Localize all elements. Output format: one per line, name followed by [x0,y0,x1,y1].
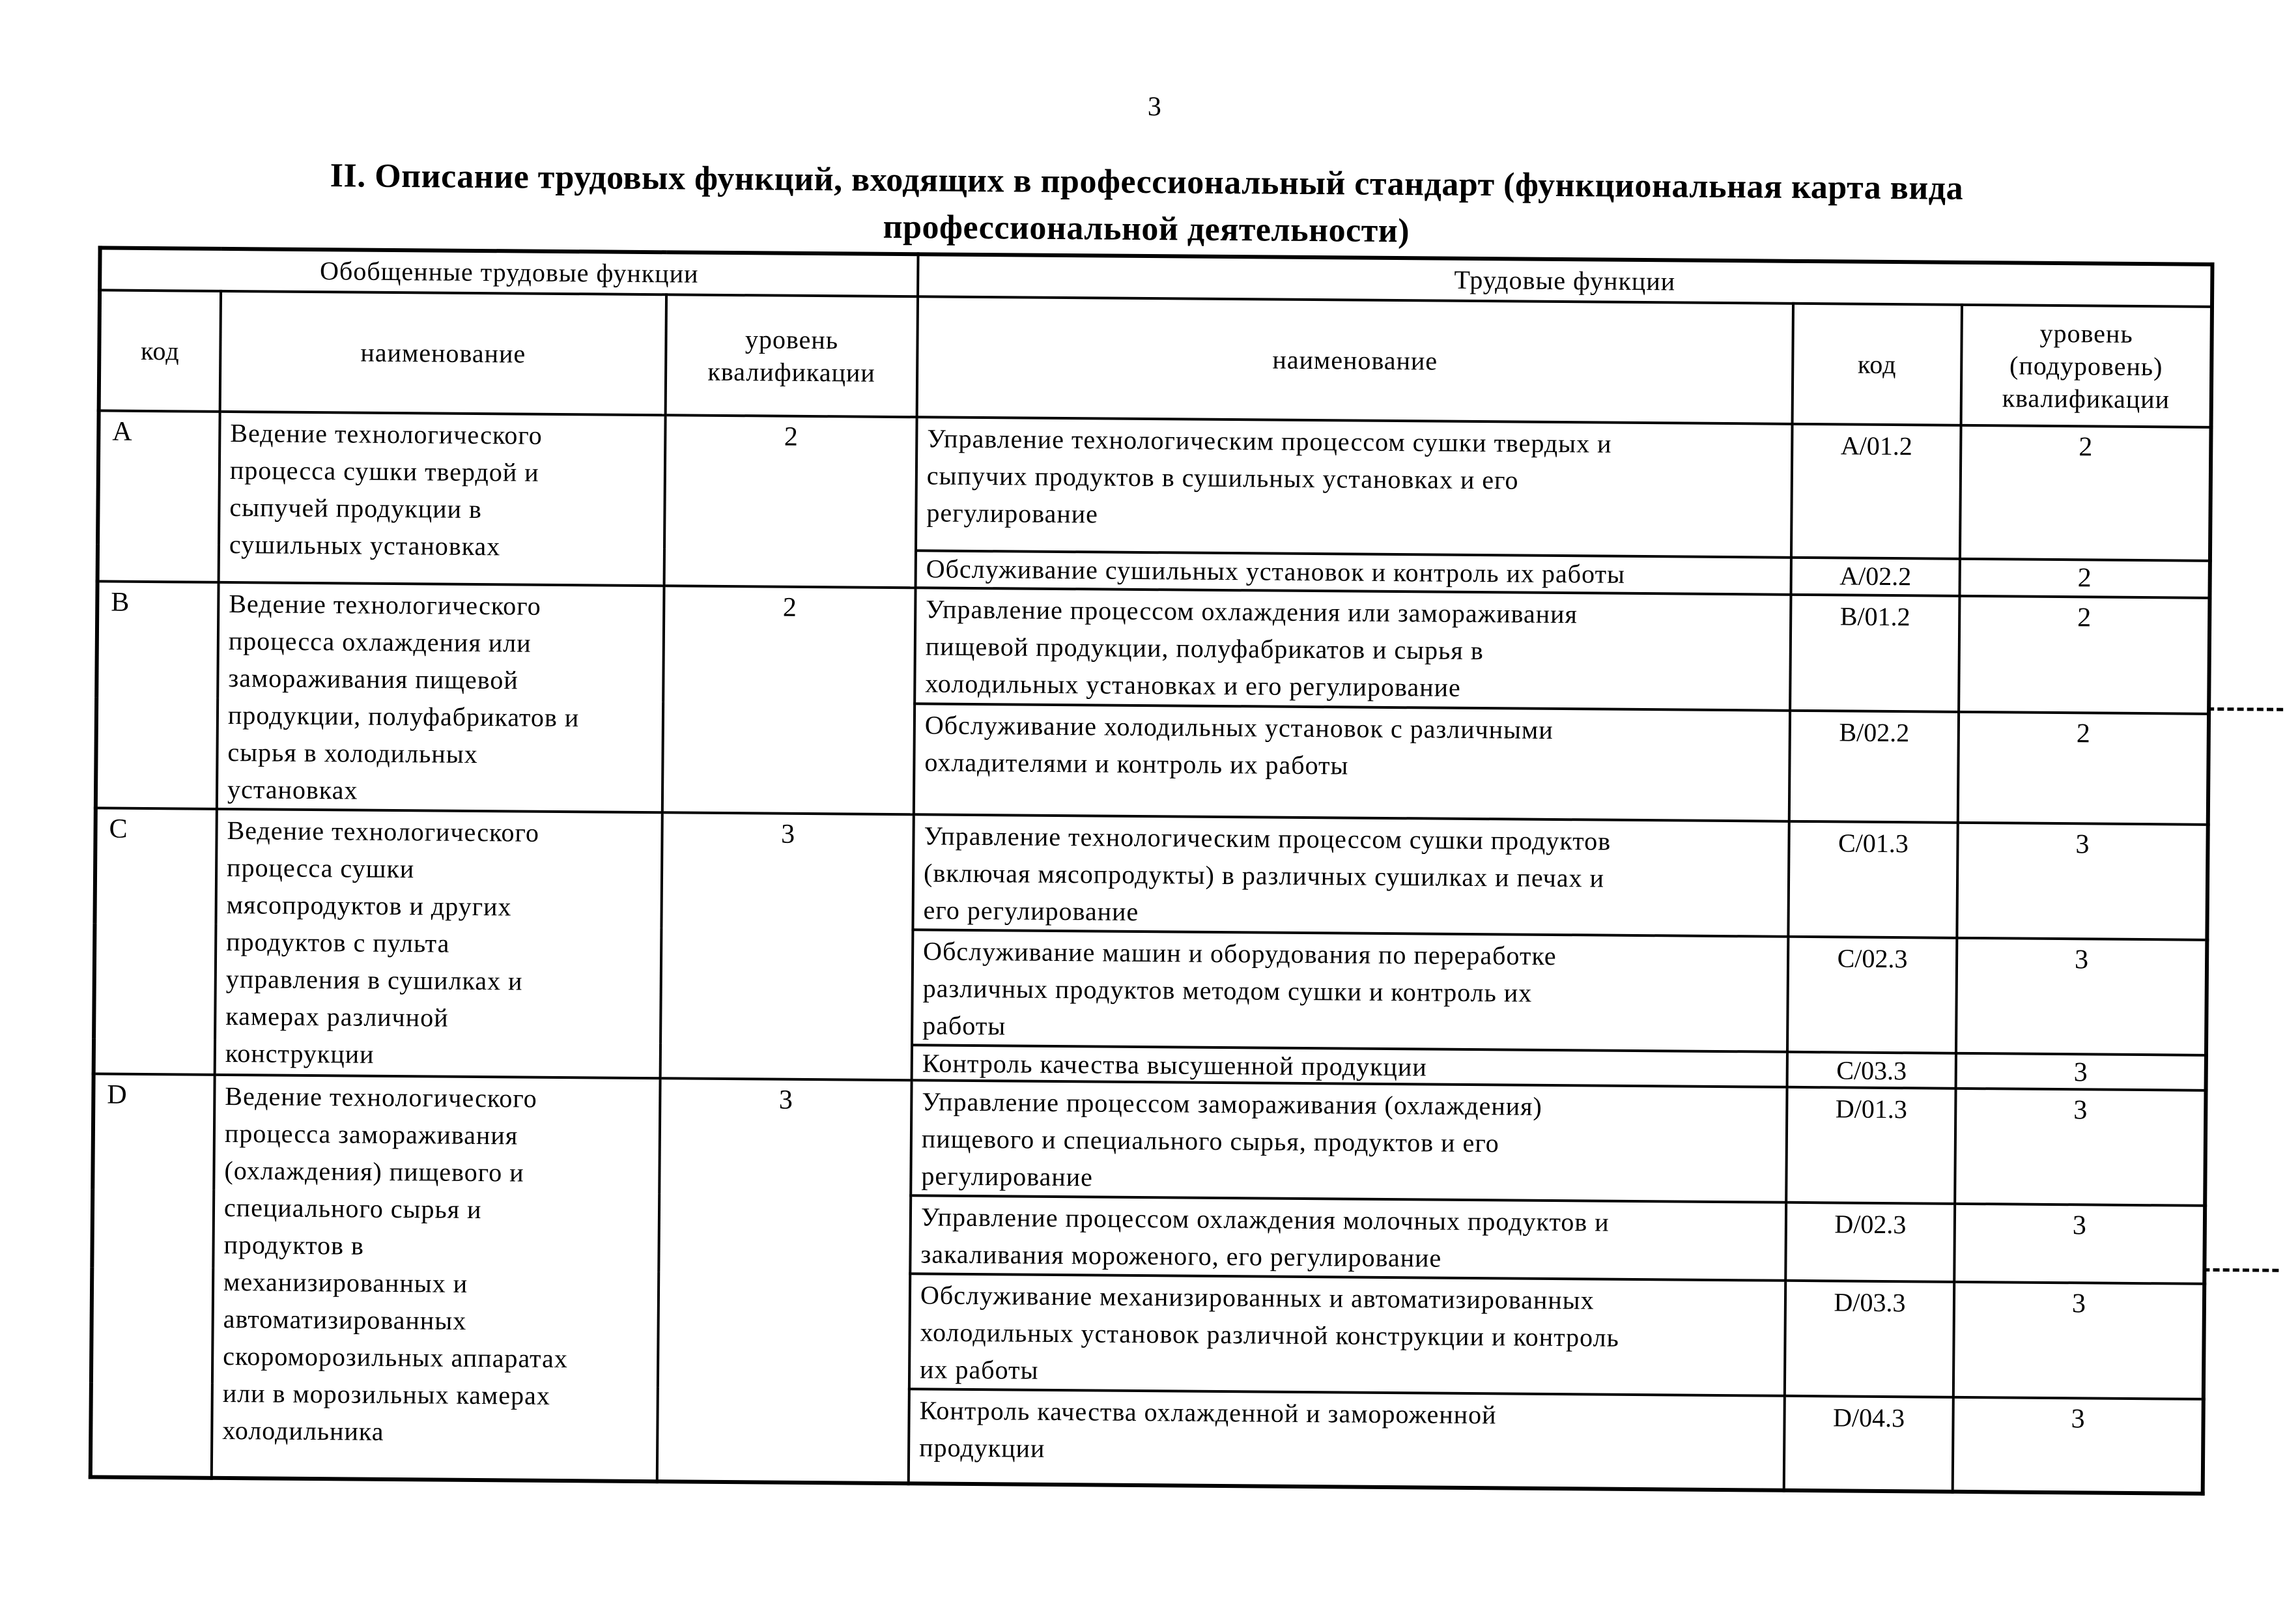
gtf-level-cell: 3 [657,1078,912,1483]
tf-code-cell: D/04.3 [1784,1396,1953,1492]
group-header-labor-functions: Трудовые функции [918,254,2212,307]
page-number: 3 [1147,92,1162,122]
tf-code-cell: C/03.3 [1787,1052,1956,1089]
scan-artifact-line [2203,1268,2278,1272]
tf-level-cell: 3 [1953,1397,2204,1494]
table-row [98,410,2211,560]
tf-name-cell: Управление процессом охлаждения или замораживания пищевой продукции, полуфабрикатов и сырья в холодильных установках и его регулирование [915,588,1791,711]
tf-level-cell: 3 [1955,1089,2206,1206]
tf-level-cell: 2 [1959,596,2209,714]
tf-code-cell: A/02.2 [1791,558,1960,596]
gtf-code-cell: D [91,1074,215,1477]
scan-artifact-line [2207,707,2283,711]
tf-level-cell: 2 [1958,712,2209,825]
tf-name-cell: Управление процессом охлаждения молочных продуктов и закаливания мороженого, его регулирование [910,1195,1786,1281]
tf-name-cell: Обслуживание сушильных установок и контроль их работы [916,550,1791,595]
tf-code-cell: B/02.2 [1789,711,1959,823]
gtf-code-cell: C [94,808,217,1074]
gtf-code-cell: A [98,410,220,582]
table-row [92,1074,2206,1205]
table-column-header-row [99,290,2212,427]
gtf-level-cell: 3 [660,812,914,1080]
gtf-name-cell: Ведение технологического процесса сушки твердой и сыпучей продукции в сушильных установках [219,412,666,586]
tf-name-cell: Контроль качества высушенной продукции [912,1045,1787,1087]
table-row [94,808,2207,939]
tf-level-cell: 3 [1956,938,2207,1055]
gtf-name-cell: Ведение технологического процесса охлаждения или замораживания пищевой продукции, полуфабрикатов и сырья в холодильных установках [217,582,664,812]
functional-map-table [89,246,2215,1495]
tf-code-cell: D/01.3 [1786,1087,1955,1204]
gtf-name-cell: Ведение технологического процесса сушки мясопродуктов и других продуктов с пульта управления в сушилках и камерах различной конструкции [215,809,662,1078]
tf-name-cell: Обслуживание холодильных установок с различными охладителями и контроль их работы [914,704,1790,821]
tf-code-cell: D/02.3 [1785,1203,1955,1282]
tf-name-cell: Управление технологическим процессом сушки твердых и сыпучих продуктов в сушильных установках и его регулирование [916,417,1793,558]
column-header-gtf-name: наименование [220,291,666,415]
tf-code-cell: B/01.2 [1790,595,1959,712]
tf-code-cell: D/03.3 [1785,1281,1954,1397]
gtf-level-cell: 2 [662,586,916,814]
tf-level-cell: 3 [1956,1053,2206,1090]
column-header-tf-name: наименование [917,296,1793,424]
tf-name-cell: Обслуживание механизированных и автоматизированных холодильных установок различной конструкции и контроль их работы [909,1274,1785,1396]
gtf-name-cell: Ведение технологического процесса замораживания (охлаждения) пищевого и специального сырья и продуктов в механизированных и автоматизированных скороморозильных аппаратах или в морозильных камерах холодильника [212,1075,660,1481]
group-header-generalized-functions: Обобщенные трудовые функции [100,248,918,296]
column-header-gtf-code: код [99,290,221,411]
tf-level-cell: 3 [1954,1204,2205,1284]
gtf-code-cell: B [96,581,219,808]
tf-name-cell: Управление процессом замораживания (охлаждения) пищевого и специального сырья, продуктов и его регулирование [911,1080,1787,1203]
column-header-gtf-level: уровень квалификации [666,294,918,417]
tf-code-cell: C/02.3 [1787,937,1957,1053]
tf-level-cell: 2 [1959,559,2209,598]
tf-level-cell: 3 [1953,1282,2204,1399]
table-row [96,581,2209,713]
gtf-level-cell: 2 [664,415,917,588]
section-title: II. Описание трудовых функций, входящих в профессиональный стандарт (функциональная карта вида профессиональной деятельности) [330,157,1964,250]
column-header-tf-level: уровень (подуровень) квалификации [1961,305,2212,427]
tf-level-cell: 2 [1960,425,2211,561]
tf-name-cell: Управление технологическим процессом сушки продуктов (включая мясопродукты) в различных сушилках и печах и его регулирование [913,814,1789,937]
tf-level-cell: 3 [1957,823,2207,940]
tf-code-cell: A/01.2 [1791,424,1961,559]
column-header-tf-code: код [1793,304,1962,425]
tf-code-cell: C/01.3 [1788,821,1957,938]
tf-name-cell: Контроль качества охлажденной и замороженной продукции [909,1389,1785,1490]
tf-name-cell: Обслуживание машин и оборудования по переработке различных продуктов методом сушки и контроль их работы [912,930,1788,1052]
